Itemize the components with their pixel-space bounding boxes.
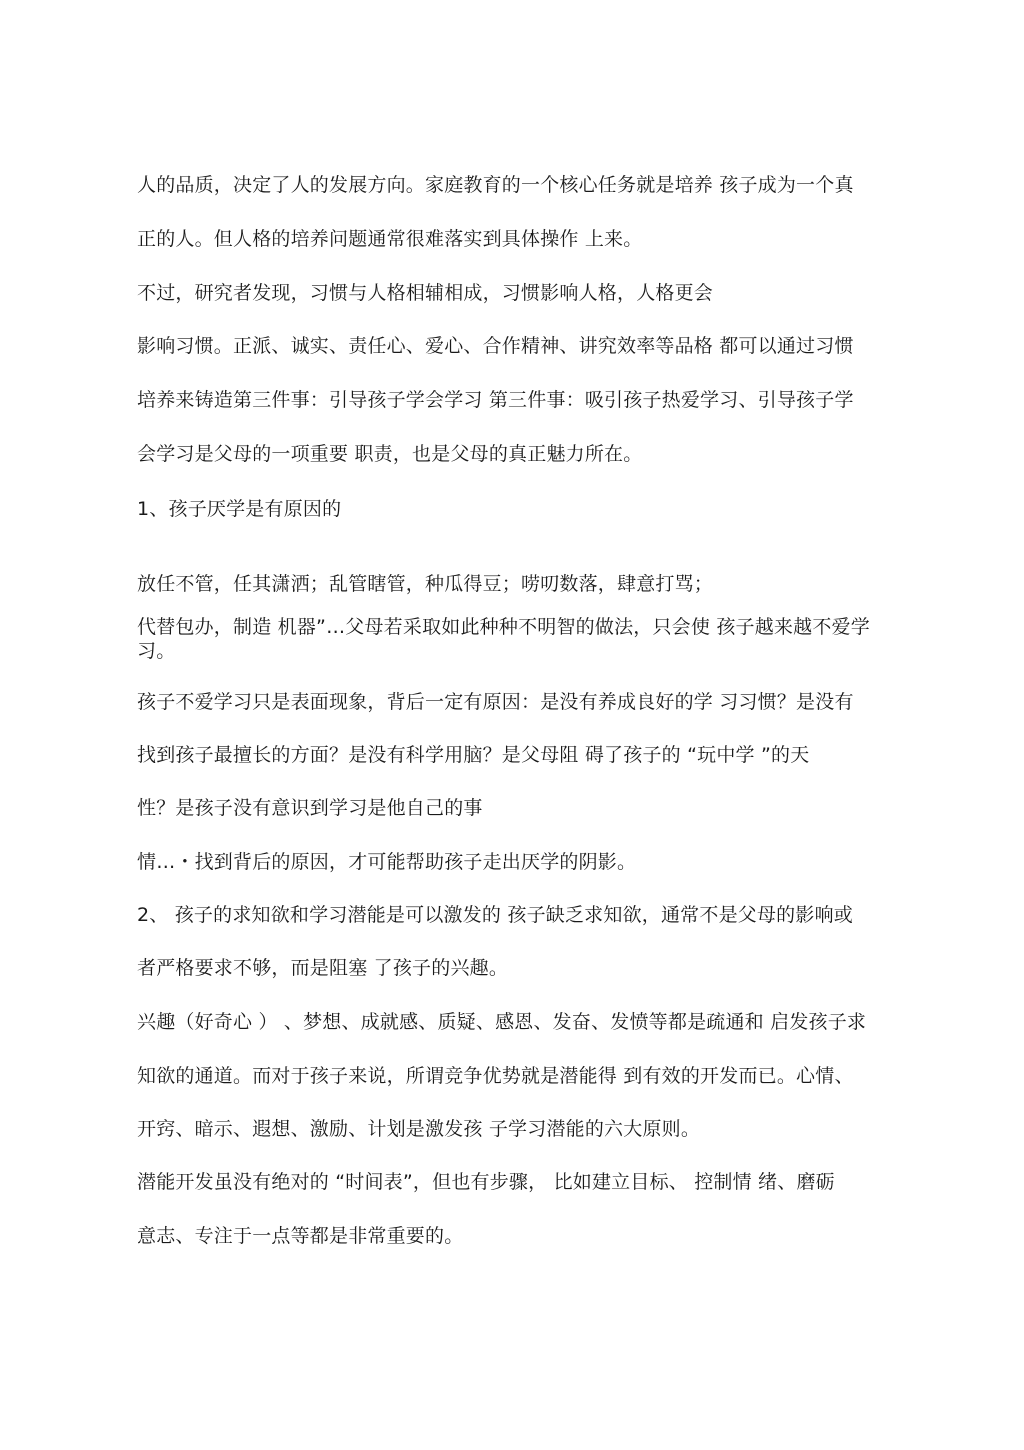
section-heading: 1、孩子厌学是有原因的 [137, 498, 342, 520]
paragraph-line: 潜能开发虽没有绝对的 “时间表”，但也有步骤， 比如建立目标、 控制情 绪、磨砺 [137, 1171, 835, 1193]
paragraph-line: 情…・找到背后的原因，才可能帮助孩子走出厌学的阴影。 [137, 851, 637, 873]
paragraph-line: 正的人。但人格的培养问题通常很难落实到具体操作 上来。 [137, 228, 643, 250]
paragraph-line: 人的品质，决定了人的发展方向。家庭教育的一个核心任务就是培养 孩子成为一个真 [137, 174, 854, 196]
paragraph-line: 意志、专注于一点等都是非常重要的。 [137, 1225, 464, 1247]
paragraph-line: 代替包办，制造 机器”…父母若采取如此种种不明智的做法，只会使 孩子越来越不爱学习。 [137, 616, 870, 662]
paragraph-line: 会学习是父母的一项重要 职责，也是父母的真正魅力所在。 [137, 443, 643, 465]
paragraph-line: 者严格要求不够，而是阻塞 了孩子的兴趣。 [137, 957, 509, 979]
paragraph-line: 孩子不爱学习只是表面现象，背后一定有原因：是没有养成良好的学 习习惯？是没有 [137, 691, 854, 713]
paragraph-line: 知欲的通道。而对于孩子来说，所谓竞争优势就是潜能得 到有效的开发而已。心情、 [137, 1065, 854, 1087]
paragraph-line: 影响习惯。正派、诚实、责任心、爱心、合作精神、讲究效率等品格 都可以通过习惯 [137, 335, 854, 357]
paragraph-line: 不过，研究者发现，习惯与人格相辅相成，习惯影响人格，人格更会 [137, 282, 714, 304]
paragraph-line: 兴趣（好奇心 ） 、梦想、成就感、质疑、感恩、发奋、发愤等都是疏通和 启发孩子求 [137, 1011, 867, 1033]
paragraph-line: 放任不管，任其潇洒；乱管瞎管，种瓜得豆；唠叨数落，肆意打骂； [137, 573, 714, 595]
paragraph-line: 性？是孩子没有意识到学习是他自己的事 [137, 797, 483, 819]
paragraph-line: 找到孩子最擅长的方面？是没有科学用脑？是父母阻 碍了孩子的 “玩中学 ”的天 [137, 744, 810, 766]
paragraph-line: 培养来铸造第三件事：引导孩子学会学习 第三件事：吸引孩子热爱学习、引导孩子学 [137, 389, 854, 411]
paragraph-line: 开窍、暗示、遐想、激励、计划是激发孩 子学习潜能的六大原则。 [137, 1118, 701, 1140]
section-heading: 2、 孩子的求知欲和学习潜能是可以激发的 孩子缺乏求知欲，通常不是父母的影响或 [137, 904, 853, 926]
